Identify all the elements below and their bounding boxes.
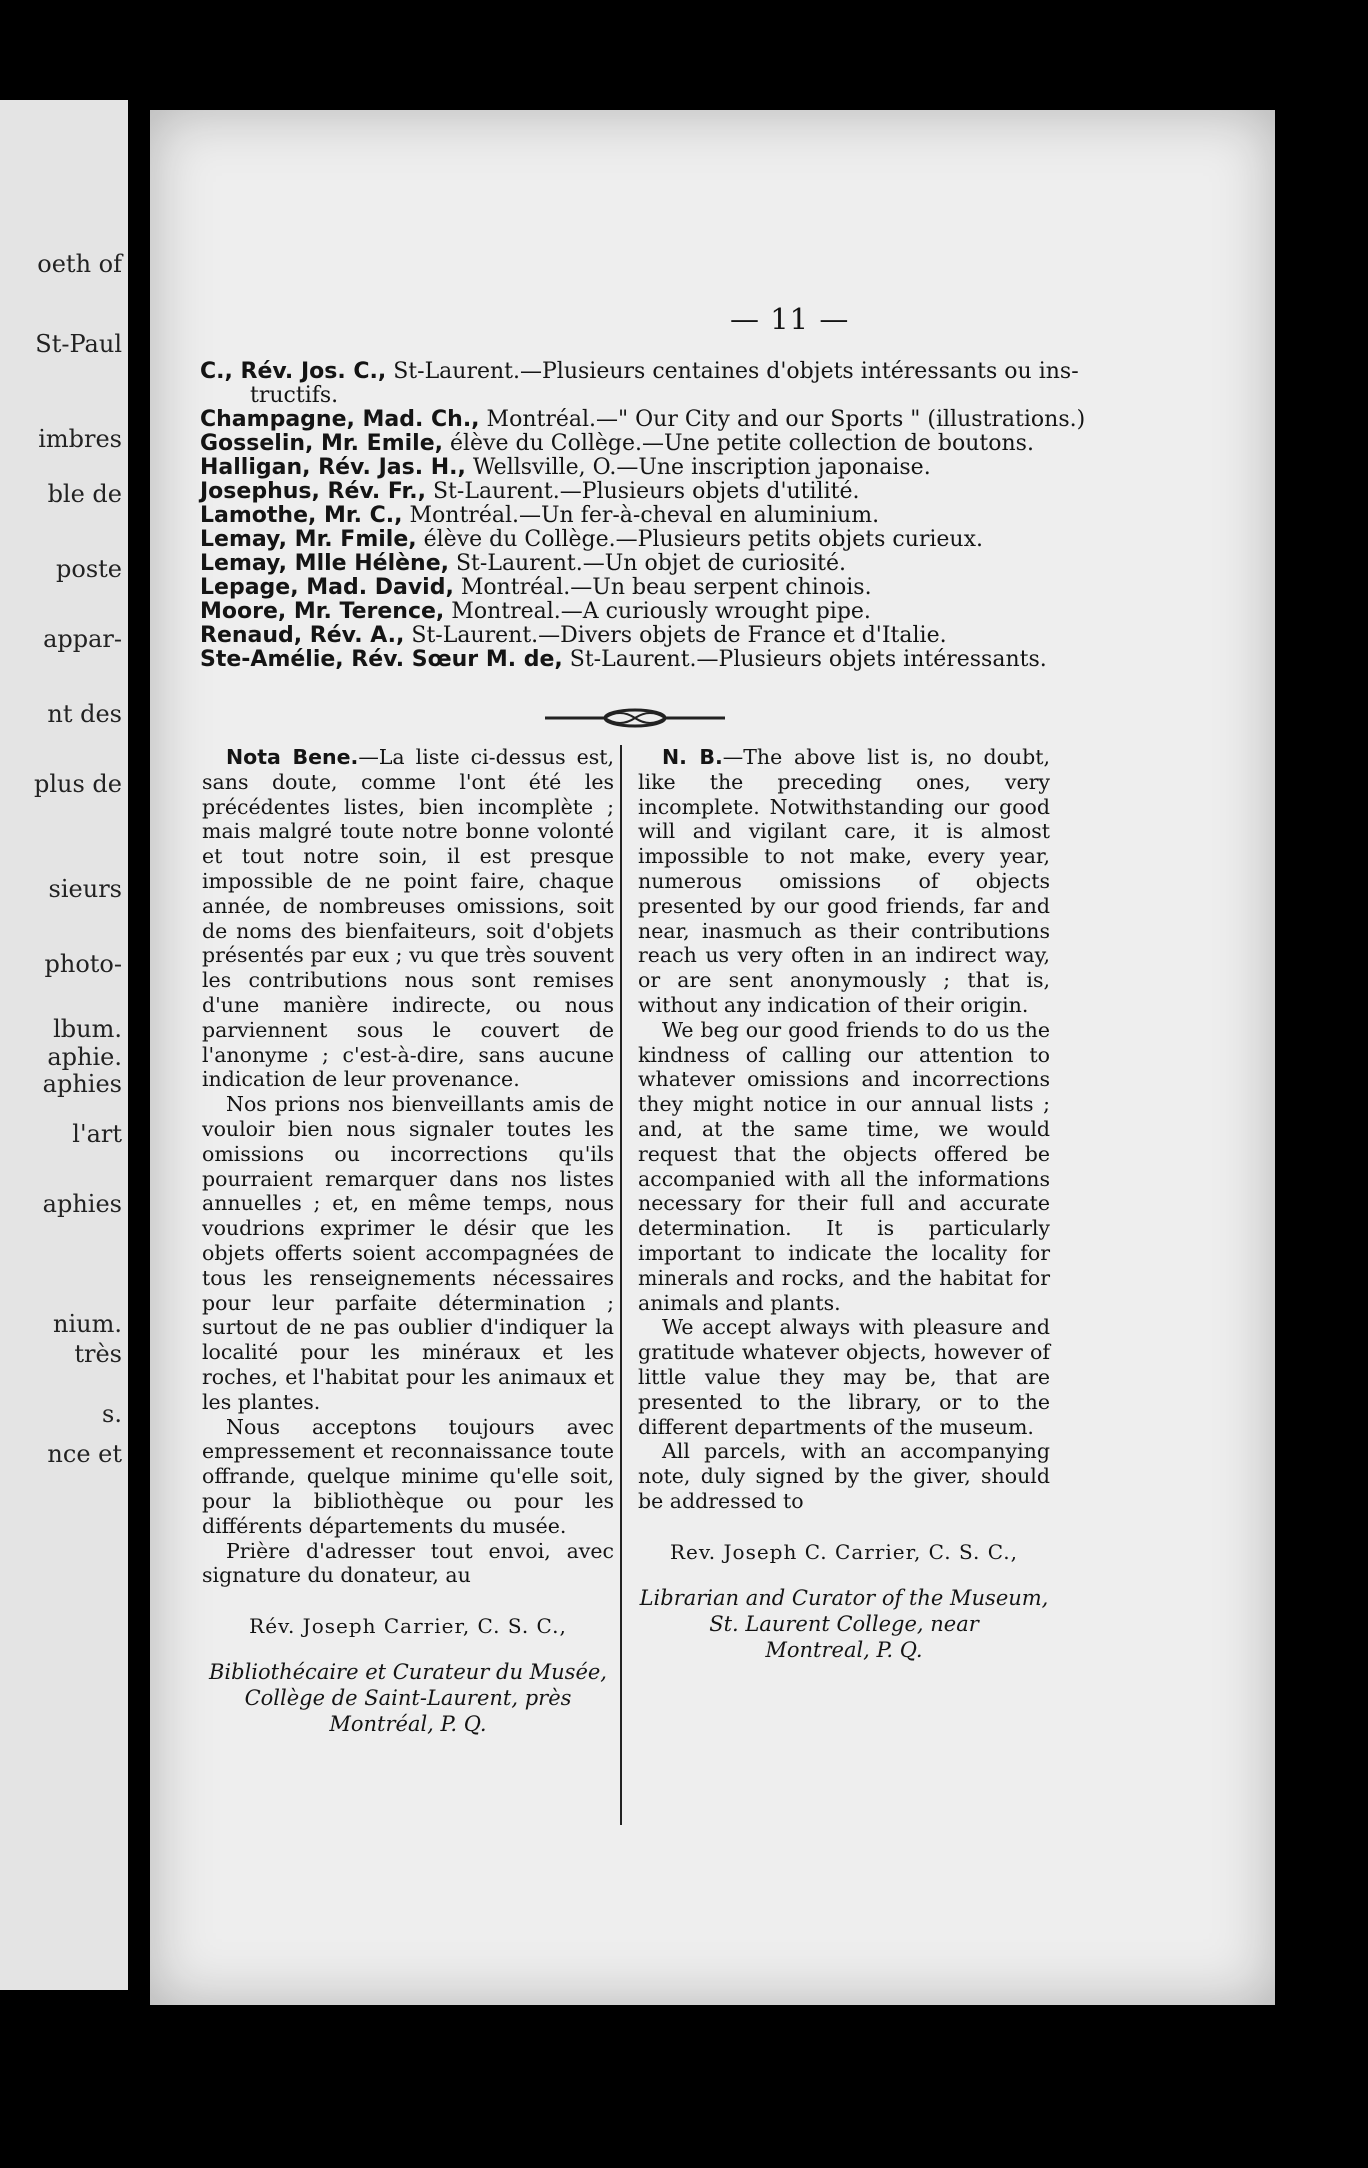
english-signature-title-2: St. Laurent College, near (709, 1611, 979, 1636)
donor-gift: Wellsville, O.—Une inscription japonaise. (472, 455, 931, 480)
french-paragraph-2: Nos prions nos bienveillants amis de vouloir bien nous signaler toutes les omissions ou incorrections qu'ils pourraient remarquer dans nos listes annuelles ; et, en même temps, nous voudrions exprimer le désir que les objets offerts soient accompagnées de tous les renseignements nécessaires pour leur parfaite détermination ; surtout de ne pas oublier d'indiquer la localité pour les minéraux et les roches, et l'habitat pour les animaux et les plantes. (202, 1092, 614, 1414)
donor-entry (200, 360, 1130, 408)
donor-entry (200, 648, 1130, 672)
french-signature-title-3: Montréal, P. Q. (329, 1711, 487, 1736)
donor-gift: Montréal.—Un fer-à-cheval en aluminium. (409, 503, 880, 528)
donor-name: Gosselin, Mr. Emile, (200, 431, 443, 456)
left-page-fragment: nce et (47, 1440, 122, 1468)
donor-name: C., Rév. Jos. C., (200, 359, 387, 384)
left-page-fragment: aphies (42, 1070, 122, 1098)
donor-entry (200, 624, 1130, 648)
donor-entry (200, 552, 1130, 576)
donor-entry (200, 480, 1130, 504)
donor-gift: St-Laurent.—Plusieurs objets d'utilité. (432, 479, 860, 504)
french-signature-title-2: Collège de Saint-Laurent, près (244, 1685, 572, 1710)
left-page-edge (0, 100, 128, 1990)
left-page-fragment: lbum. (53, 1015, 122, 1043)
donor-gift: Montréal.—Un beau serpent chinois. (460, 575, 872, 600)
donor-name: Josephus, Rév. Fr., (200, 479, 426, 504)
donor-name: Moore, Mr. Terence, (200, 599, 445, 624)
english-paragraph-1: —The above list is, no doubt, like the preceding ones, very incomplete. Notwithstanding our good will and vigilant care, it is almost impossible to not make, every year, numerous omissions of objects presented by our good friends, far and near, inasmuch as their contributions reach us very often in an indirect way, or are sent anonymously ; that is, without any indication of their origin. (638, 745, 1051, 1017)
page (150, 110, 1275, 2005)
donor-gift: St-Laurent.—Plusieurs objets intéressants. (569, 647, 1047, 672)
left-page-fragment: aphie. (47, 1043, 122, 1071)
french-signature (202, 1614, 614, 1737)
left-page-fragment: appar- (43, 625, 122, 653)
donor-gift: St-Laurent.—Divers objets de France et d'Italie. (411, 623, 947, 648)
french-paragraph-4: Prière d'adresser tout envoi, avec signature du donateur, au (202, 1538, 614, 1588)
left-page-fragment: très (74, 1340, 122, 1368)
english-signature-name: Rev. Joseph C. Carrier, C. S. C., (669, 1539, 1018, 1564)
donor-name: Renaud, Rév. A., (200, 623, 405, 648)
english-notice (638, 745, 1050, 1663)
english-paragraph-3: We accept always with pleasure and gratitude whatever objects, however of little value they may be, that are presented to the library, or to the different departments of the museum. (638, 1315, 1050, 1439)
left-page-fragment: l'art (72, 1120, 122, 1148)
english-signature-title-1: Librarian and Curator of the Museum, (639, 1585, 1049, 1610)
donor-name: Halligan, Rév. Jas. H., (200, 455, 466, 480)
donor-gift-continuation: tructifs. (250, 383, 339, 408)
left-page-fragment: plus de (33, 770, 122, 798)
nota-bene-lead: Nota Bene. (226, 745, 359, 769)
donor-name: Champagne, Mad. Ch., (200, 407, 480, 432)
left-page-fragment: sieurs (48, 875, 122, 903)
donor-entry (200, 576, 1130, 600)
donor-gift: Montreal.—A curiously wrought pipe. (451, 599, 871, 624)
donor-entry (200, 600, 1130, 624)
french-paragraph-3: Nous acceptons toujours avec empressement et reconnaissance toute offrande, quelque minime qu'elle soit, pour la bibliothèque ou pour les différents départements du musée. (202, 1414, 614, 1538)
french-notice (202, 745, 614, 1737)
donor-gift: élève du Collège.—Plusieurs petits objets curieux. (423, 527, 984, 552)
left-page-fragment: St-Paul (35, 330, 122, 358)
left-page-fragment: oeth of (37, 250, 122, 278)
donor-list (200, 360, 1130, 672)
left-page-fragment: poste (56, 555, 122, 583)
left-page-fragment: ble de (47, 480, 122, 508)
donor-gift: St-Laurent.—Plusieurs centaines d'objets intéressants ou ins- (393, 359, 1079, 384)
left-page-fragment: aphies (42, 1190, 122, 1218)
english-paragraph-2: We beg our good friends to do us the kindness of calling our attention to whatever omissions and incorrections they might notice in our annual lists ; and, at the same time, we would request that the objects offered be accompanied with all the informations necessary for their full and accurate determination. It is particularly important to indicate the locality for minerals and rocks, and the habitat for animals and plants. (638, 1017, 1050, 1315)
french-signature-title-1: Bibliothécaire et Curateur du Musée, (209, 1659, 607, 1684)
donor-name: Lamothe, Mr. C., (200, 503, 403, 528)
french-paragraph-1: —La liste ci-dessus est, sans doute, comme l'ont été les précédentes listes, bien incomplète ; mais malgré toute notre bonne volonté et tout notre soin, il est presque impossible de ne point faire, chaque année, de nombreuses omissions, soit de noms des bienfaiteurs, soit d'objets présentés par eux ; vu que très souvent les contributions nous sont remises d'une manière indirecte, ou nous parviennent sous le couvert de l'anonyme ; c'est-à-dire, sans aucune indication de leur provenance. (202, 745, 615, 1092)
nb-lead: N. B. (662, 745, 723, 769)
donor-gift: Montréal.—" Our City and our Sports " (illustrations.) (486, 407, 1086, 432)
donor-name: Ste-Amélie, Rév. Sœur M. de, (200, 647, 563, 672)
donor-entry (200, 456, 1130, 480)
left-page-fragment: nium. (53, 1310, 122, 1338)
english-paragraph-4: All parcels, with an accompanying note, duly signed by the giver, should be addressed to (638, 1439, 1050, 1513)
donor-name: Lepage, Mad. David, (200, 575, 454, 600)
french-signature-name: Rév. Joseph Carrier, C. S. C., (249, 1614, 567, 1639)
donor-gift: St-Laurent.—Un objet de curiosité. (455, 551, 847, 576)
column-divider (620, 745, 622, 1825)
left-page-fragment: photo- (44, 950, 122, 978)
donor-entry (200, 432, 1130, 456)
english-signature-title-3: Montreal, P. Q. (765, 1637, 923, 1662)
ornament-divider-icon (545, 706, 725, 730)
page-number: — 11 — (730, 302, 850, 336)
donor-name: Lemay, Mlle Hélène, (200, 551, 449, 576)
left-page-fragment: nt des (47, 700, 122, 728)
donor-entry (200, 408, 1130, 432)
donor-name: Lemay, Mr. Fmile, (200, 527, 417, 552)
donor-gift: élève du Collège.—Une petite collection de boutons. (449, 431, 1034, 456)
donor-entry (200, 504, 1130, 528)
donor-entry (200, 528, 1130, 552)
english-signature (638, 1540, 1050, 1663)
left-page-fragment: imbres (38, 425, 122, 453)
left-page-fragment: s. (102, 1400, 122, 1428)
